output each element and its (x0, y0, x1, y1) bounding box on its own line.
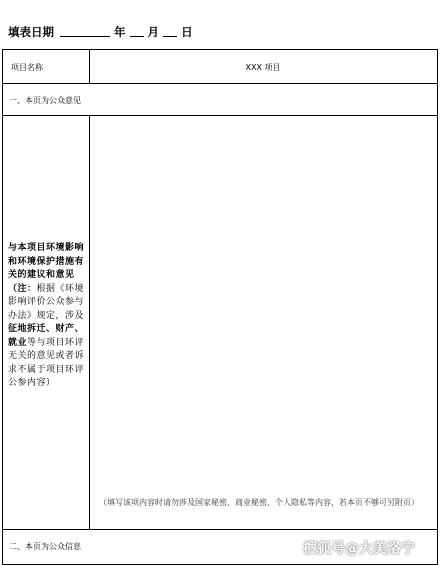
section1-row (3, 84, 437, 116)
year-blank[interactable] (60, 36, 110, 37)
opinion-note: （填写该项内容时请勿涉及国家秘密、商业秘密、个人隐私等内容，若本页不够可另附页） (99, 498, 419, 507)
project-name-label: 项目名称 (11, 63, 43, 72)
fill-date-label: 填表日期 (8, 25, 54, 39)
month-blank[interactable] (130, 36, 144, 37)
day-label: 日 (181, 25, 193, 39)
month-label: 月 (147, 25, 160, 39)
section2-title: 二、本页为公众信息 (9, 542, 81, 551)
instructions-text-2: 等与项目环评无关的意见或者诉求不属于项目环评公参内容） (8, 337, 85, 388)
project-name-row (3, 50, 437, 84)
instructions-text-1: 根据《环境影响评价公众参与办法》规定，涉及 (8, 283, 85, 321)
instructions-bold-2: 征地拆迁、财产、就业 (8, 324, 85, 348)
section1-title: 一、本页为公众意见 (9, 96, 81, 105)
instructions-bold-1: 与本项目环境影响和环境保护措施有关的建议和意见（注： (8, 243, 85, 294)
fill-date-header (8, 24, 193, 40)
column-divider (89, 116, 90, 529)
opinion-form-table (2, 49, 438, 565)
opinion-instructions (8, 242, 86, 391)
opinion-row (3, 116, 437, 530)
watermark: 搜狐号@大美洛宁 (303, 541, 415, 557)
day-blank[interactable] (163, 36, 177, 37)
project-name-value: XXX 项目 (245, 63, 281, 72)
year-label: 年 (114, 25, 126, 39)
